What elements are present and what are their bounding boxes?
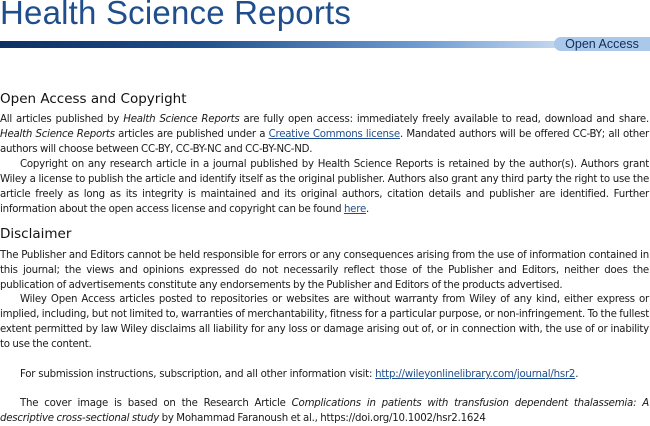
journal-url-link[interactable]: http://wileyonlinelibrary.com/journal/hsr2 [375,369,576,380]
text: Copyright on any research article in a journal published by Health Science Reports is retained by the author(s). Authors grant Wiley a license to publish the article and identify itself as the original publisher. Authors also grant any third party the right to use the article freely as long as its integrity is maintained and its original authors, citation details and publisher are identified. Further information about the open access license and copyright can be found [0,159,649,215]
open-access-paragraph-1 [0,112,649,157]
text: articles are published under a [114,129,269,140]
text: by Mohammad Faranoush et al., https://doi.org/10.1002/hsr2.1624 [159,413,486,424]
journal-name: Health Science Reports [123,114,240,125]
creative-commons-link[interactable]: Creative Commons license [268,129,400,140]
journal-name: Health Science Reports [0,129,115,140]
disclaimer-paragraph-2: Wiley Open Access articles posted to repositories or websites are without warranty from Wiley of any kind, either express or implied, including, but not limited to, warranties of merchantability, fitness for a particular purpose, or non-infringement. To the fullest extent permitted by law Wiley disclaims all liability for any loss or damage arising out of, or in connection with, the use of or inability to use the content. [0,294,649,350]
disclaimer-paragraph-1: The Publisher and Editors cannot be held responsible for errors or any consequences arising from the use of information contained in this journal; the views and opinions expressed do not necessarily reflect those of the Publisher and Editors, neither does the publication of advertisements constitute any endorsements by the Publisher and Editors of the products advertised. [0,250,649,291]
article-title: Complications in patients with transfusion dependent thalassemia: A descriptive cross-sectional study [0,398,649,424]
text: For submission instructions, subscription, and all other information visit: [20,369,376,380]
heading-open-access: Open Access and Copyright [0,91,187,107]
cover-image-note [0,396,649,426]
license-info-link[interactable]: here [343,204,367,215]
journal-title: Health Science Reports [0,0,352,31]
submission-line [20,367,578,382]
text: . [366,204,370,215]
text: are fully open access: immediately freely available to read, download and share. [239,114,649,125]
heading-disclaimer: Disclaimer [0,226,72,242]
header-rule [0,41,560,48]
text: The cover image is based on the Research Article [20,398,292,409]
open-access-badge: Open Access [554,37,650,51]
text: All articles published by [0,114,124,125]
text: . [575,369,579,380]
open-access-paragraph-2 [0,157,649,217]
text: . Mandated authors will be offered CC-BY; all other authors will choose between CC-BY, CC-BY-NC and CC-BY-NC-ND. [0,129,649,155]
